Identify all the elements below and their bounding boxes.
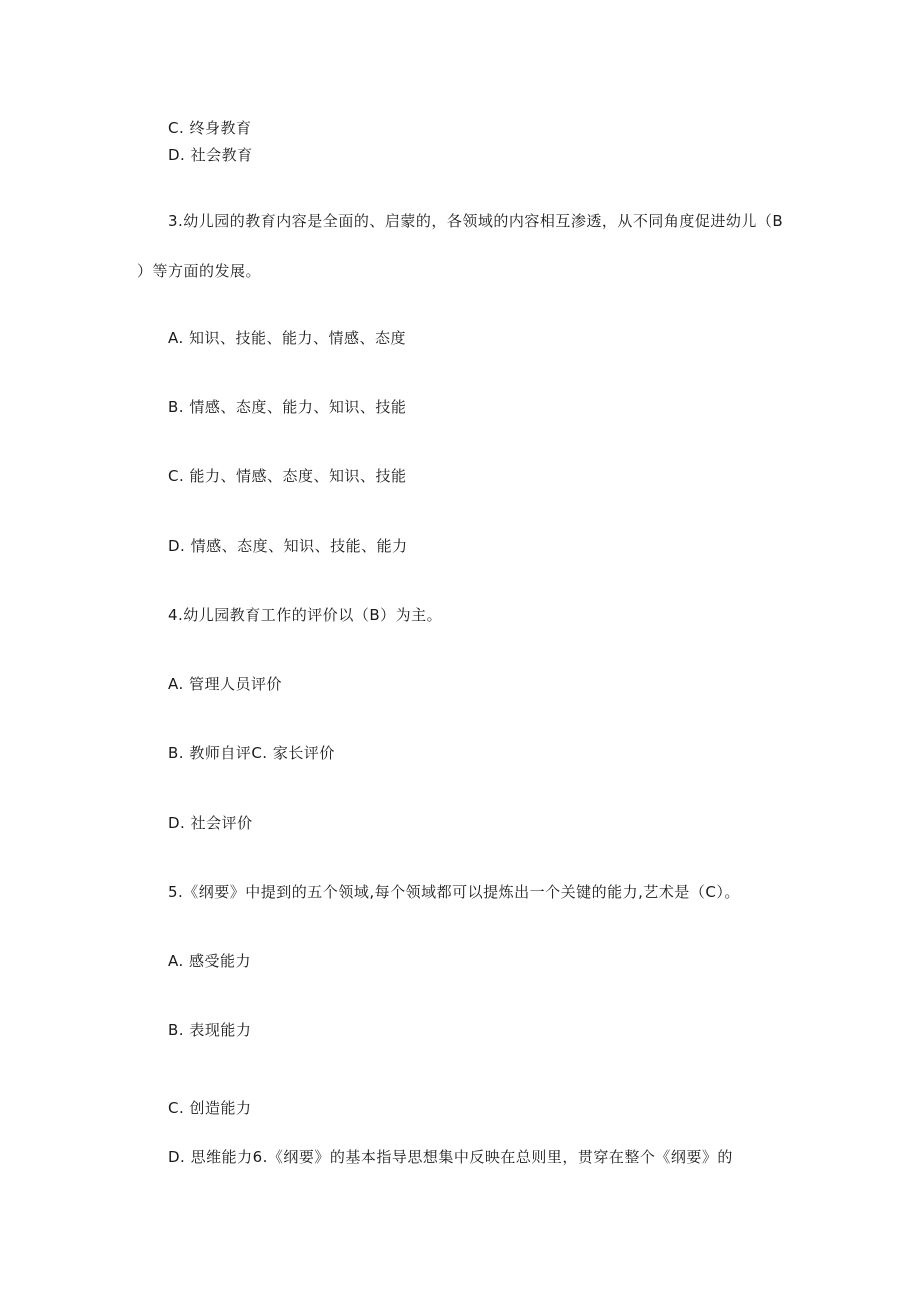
question-4: 4.幼儿园教育工作的评价以（B）为主。 bbox=[168, 606, 443, 624]
option-line: A. 感受能力 bbox=[168, 952, 252, 970]
option-line: D. 社会评价 bbox=[168, 814, 253, 832]
question-3: 3.幼儿园的教育内容是全面的、启蒙的，各领域的内容相互渗透，从不同角度促进幼儿（B bbox=[168, 212, 784, 230]
question-5: 5.《纲要》中提到的五个领域,每个领域都可以提炼出一个关键的能力,艺术是（C）。 bbox=[168, 883, 740, 901]
option-line: D. 情感、态度、知识、技能、能力 bbox=[168, 537, 408, 555]
option-line: C. 终身教育 bbox=[168, 119, 252, 137]
question-3-continuation: ）等方面的发展。 bbox=[137, 262, 262, 280]
option-line: A. 管理人员评价 bbox=[168, 675, 283, 693]
option-line: A. 知识、技能、能力、情感、态度 bbox=[168, 329, 407, 347]
option-line: D. 社会教育 bbox=[168, 146, 253, 164]
option-line: C. 创造能力 bbox=[168, 1099, 252, 1117]
option-line: B. 情感、态度、能力、知识、技能 bbox=[168, 398, 407, 416]
option-line: C. 能力、情感、态度、知识、技能 bbox=[168, 467, 407, 485]
option-line: D. 思维能力6.《纲要》的基本指导思想集中反映在总则里，贯穿在整个《纲要》的 bbox=[168, 1148, 733, 1166]
option-line: B. 表现能力 bbox=[168, 1021, 252, 1039]
option-line: B. 教师自评C. 家长评价 bbox=[168, 744, 335, 762]
